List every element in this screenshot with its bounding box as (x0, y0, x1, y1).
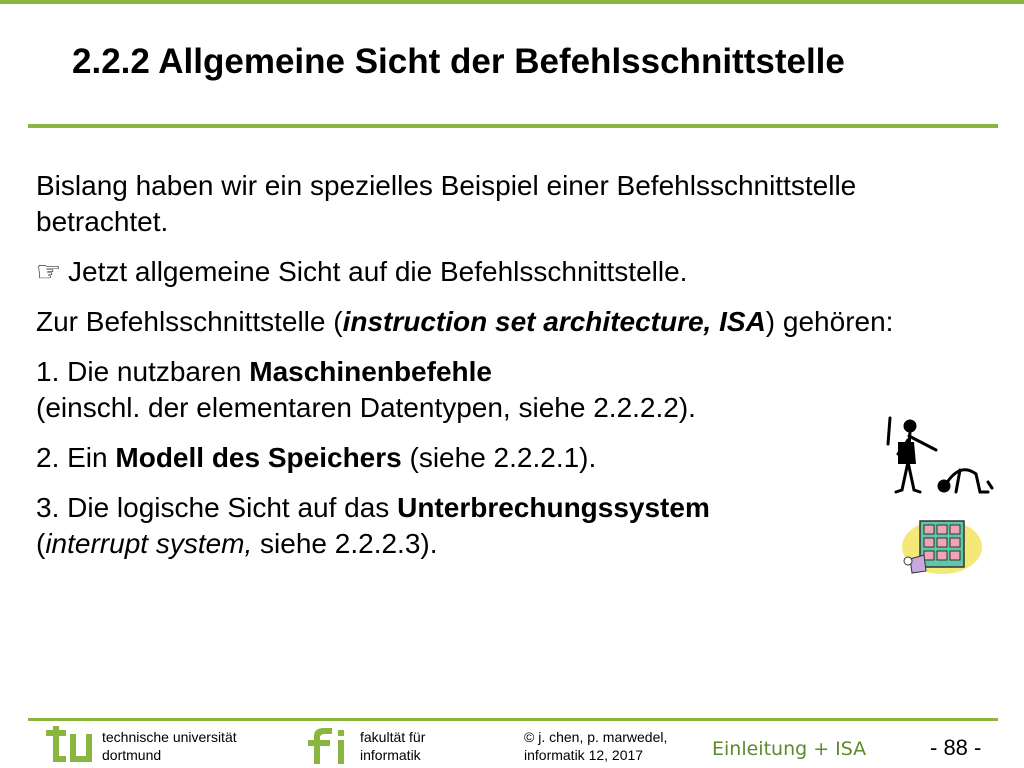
item2-term: Modell des Speichers (115, 442, 402, 473)
top-accent-rule (0, 0, 1024, 4)
item3-detail: siehe 2.2.2.3). (252, 528, 438, 559)
isa-text-end: ) gehören: (765, 306, 894, 337)
page-title: 2.2.2 Allgemeine Sicht der Befehlsschnittstelle (72, 42, 845, 81)
title-divider (28, 124, 998, 128)
copyright-line2: informatik 12, 2017 (524, 747, 644, 763)
university-name-line1: technische universität (102, 729, 237, 745)
item1-prefix: 1. Die nutzbaren (36, 356, 250, 387)
footer-divider (28, 718, 998, 721)
page-number: - 88 - (930, 735, 982, 760)
pointing-hand-icon: ☞ (36, 256, 62, 287)
drawer-cabinet-icon (902, 515, 982, 575)
item3-paren: ( (36, 528, 46, 559)
list-item-1 (36, 354, 996, 426)
item3-term: Unterbrechungssystem (397, 492, 710, 523)
item2-prefix: 2. Ein (36, 442, 116, 473)
item3-english: interrupt system, (45, 528, 253, 559)
list-item-3 (36, 490, 996, 562)
pointer-text: Jetzt allgemeine Sicht auf die Befehlsschnittstelle. (68, 256, 688, 287)
tu-logo-icon (46, 726, 94, 762)
faculty-name-line1: fakultät für (360, 729, 426, 745)
item3-prefix: 3. Die logische Sicht auf das (36, 492, 398, 523)
commanding-figures-icon (884, 414, 994, 500)
intro-paragraph: Bislang haben wir ein spezielles Beispiel einer Befehlsschnittstelle betrachtet. (36, 170, 857, 237)
isa-paragraph (36, 304, 996, 340)
list-item-2 (36, 440, 996, 476)
isa-term: instruction set architecture, ISA (342, 306, 766, 337)
fi-logo-icon (308, 726, 352, 764)
university-name-line2: dortmund (102, 747, 162, 763)
pointer-paragraph (36, 254, 996, 290)
faculty-name-line2: informatik (360, 747, 421, 763)
item2-detail: (siehe 2.2.2.1). (401, 442, 597, 473)
copyright-line1: © j. chen, p. marwedel, (524, 729, 668, 745)
isa-text-start: Zur Befehlsschnittstelle ( (36, 306, 343, 337)
item1-term: Maschinenbefehle (249, 356, 492, 387)
chapter-label: Einleitung + ISA (712, 738, 867, 760)
slide-content (36, 168, 996, 576)
item1-detail: (einschl. der elementaren Datentypen, siehe 2.2.2.2). (36, 392, 696, 423)
